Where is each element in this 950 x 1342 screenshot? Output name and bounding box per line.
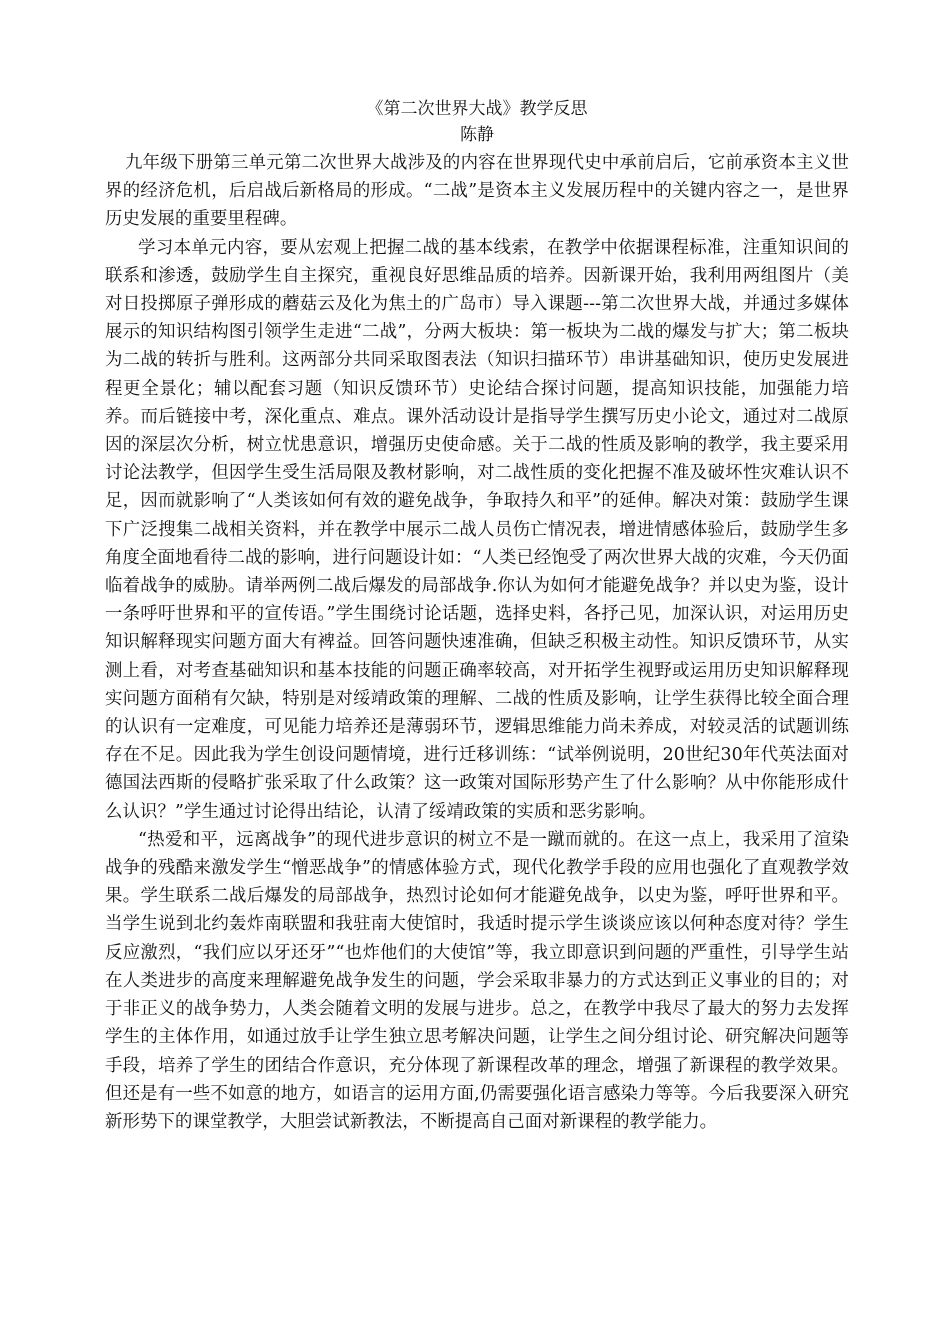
- paragraph-3: “热爱和平，远离战争”的现代进步意识的树立不是一蹴而就的。在这一点上，我采用了渲染战争的残酷来激发学生“憎恶战争”的情感体验方式，现代化教学手段的应用也强化了直观教学效果。学生联系二战后爆发的局部战争，热烈讨论如何才能避免战争，以史为鉴，呼吁世界和平。当学生说到北约轰炸南联盟和我驻南大使馆时，我适时提示学生谈谈应该以何种态度对待？学生反应激烈，“我们应以牙还牙”“也炸他们的大使馆”等，我立即意识到问题的严重性，引导学生站在人类进步的高度来理解避免战争发生的问题，学会采取非暴力的方式达到正义事业的目的；对于非正义的战争势力，人类会随着文明的发展与进步。总之，在教学中我尽了最大的努力去发挥学生的主体作用，如通过放手让学生独立思考解决问题，让学生之间分组讨论、研究解决问题等手段，培养了学生的团结合作意识，充分体现了新课程改革的理念，增强了新课程的教学效果。但还是有一些不如意的地方，如语言的运用方面,仍需要强化语言感染力等等。今后我要深入研究新形势下的课堂教学，大胆尝试新教法，不断提高自己面对新课程的教学能力。: [105, 829, 849, 1132]
- paragraph-1: 九年级下册第三单元第二次世界大战涉及的内容在世界现代史中承前启后，它前承资本主义世界的经济危机，后启战后新格局的形成。“二战”是资本主义发展历程中的关键内容之一，是世界历史发展的重要里程碑。: [105, 153, 849, 230]
- document-author: 陈静: [460, 125, 494, 145]
- paragraph-2: 学习本单元内容，要从宏观上把握二战的基本线索，在教学中依据课程标准，注重知识间的联系和渗透，鼓励学生自主探究，重视良好思维品质的培养。因新课开始，我利用两组图片（美对日投掷原子弹形成的蘑菇云及化为焦土的广岛市）导入课题---第二次世界大战，并通过多媒体展示的知识结构图引领学生走进“二战”，分两大板块：第一板块为二战的爆发与扩大；第二板块为二战的转折与胜利。这两部分共同采取图表法（知识扫描环节）串讲基础知识，使历史发展进程更全景化；辅以配套习题（知识反馈环节）史论结合探讨问题，提高知识技能，加强能力培养。而后链接中考，深化重点、难点。课外活动设计是指导学生撰写历史小论文，通过对二战原因的深层次分析，树立忧患意识，增强历史使命感。关于二战的性质及影响的教学，我主要采用讨论法教学，但因学生受生活局限及教材影响，对二战性质的变化把握不准及破坏性灾难认识不足，因而就影响了“人类该如何有效的避免战争，争取持久和平”的延伸。解决对策：鼓励学生课下广泛搜集二战相关资料，并在教学中展示二战人员伤亡情况表，增进情感体验后，鼓励学生多角度全面地看待二战的影响，进行问题设计如：“人类已经饱受了两次世界大战的灾难，今天仍面临着战争的威胁。请举两例二战后爆发的局部战争.你认为如何才能避免战争？并以史为鉴，设计一条呼吁世界和平的宣传语。”学生围绕讨论话题，选择史料，各抒己见，加深认识，对运用历史知识解释现实问题方面大有裨益。回答问题快速准确，但缺乏积极主动性。知识反馈环节，从实测上看，对考查基础知识和基本技能的问题正确率较高，对开拓学生视野或运用历史知识解释现实问题方面稍有欠缺，特别是对绥靖政策的理解、二战的性质及影响，让学生获得比较全面合理的认识有一定难度，可见能力培养还是薄弱环节，逻辑思维能力尚未养成，对较灵活的试题训练存在不足。因此我为学生创设问题情境，进行迁移训练：“试举例说明，20世纪30年代英法面对德国法西斯的侵略扩张采取了什么政策？这一政策对国际形势产生了什么影响？从中你能形成什么认识？”学生通过讨论得出结论，认清了绥靖政策的实质和恶劣影响。: [105, 237, 849, 822]
- document-title: 《第二次世界大战》教学反思: [366, 99, 588, 119]
- document-page: [105, 96, 849, 1136]
